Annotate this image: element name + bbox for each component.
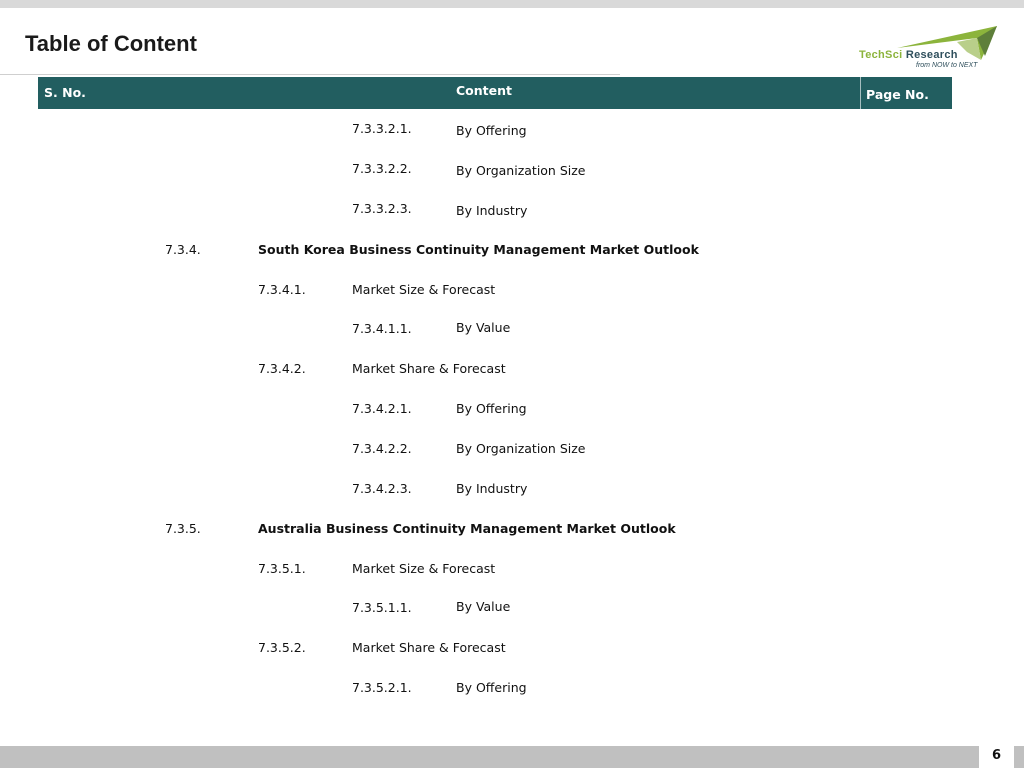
- title-divider: [0, 74, 620, 75]
- header-divider: [860, 77, 861, 109]
- entry-number: 7.3.5.2.1.: [352, 680, 412, 695]
- entry-label: South Korea Business Continuity Management Market Outlook: [258, 242, 699, 257]
- bottom-bar-end: [1014, 746, 1024, 768]
- entry-label: Australia Business Continuity Management Market Outlook: [258, 521, 676, 536]
- header-sno: S. No.: [44, 85, 86, 100]
- entry-number: 7.3.3.2.1.: [352, 121, 412, 136]
- bottom-bar: [0, 746, 1024, 768]
- entry-label: By Organization Size: [456, 441, 586, 456]
- entry-label: By Offering: [456, 123, 527, 138]
- entry-number: 7.3.5.2.: [258, 640, 306, 655]
- header-page: Page No.: [866, 87, 929, 102]
- page-title: Table of Content: [25, 31, 197, 56]
- entry-label: By Industry: [456, 203, 528, 218]
- entry-number: 7.3.5.1.1.: [352, 600, 412, 615]
- entry-label: By Organization Size: [456, 163, 586, 178]
- entry-number: 7.3.4.2.: [258, 361, 306, 376]
- entry-label: By Industry: [456, 481, 528, 496]
- entry-label: Market Share & Forecast: [352, 361, 506, 376]
- logo-name-part1: TechSci: [859, 49, 903, 61]
- table-header: [38, 77, 952, 109]
- company-logo: [857, 24, 999, 72]
- entry-number: 7.3.5.1.: [258, 561, 306, 576]
- entry-label: By Offering: [456, 401, 527, 416]
- logo-tagline: from NOW to NEXT: [916, 62, 978, 69]
- logo-name-part2: Research: [902, 49, 958, 61]
- header-content: Content: [456, 83, 512, 98]
- entry-label: Market Size & Forecast: [352, 282, 496, 297]
- entry-number: 7.3.4.: [165, 242, 201, 257]
- entry-label: Market Share & Forecast: [352, 640, 506, 655]
- entry-number: 7.3.4.2.3.: [352, 481, 412, 496]
- entry-number: 7.3.5.: [165, 521, 201, 536]
- entry-label: By Value: [456, 599, 511, 614]
- entry-number: 7.3.3.2.2.: [352, 161, 412, 176]
- entry-number: 7.3.4.2.2.: [352, 441, 412, 456]
- top-bar: [0, 0, 1024, 8]
- entry-label: Market Size & Forecast: [352, 561, 496, 576]
- logo-text: [859, 49, 958, 61]
- entry-number: 7.3.3.2.3.: [352, 201, 412, 216]
- entry-number: 7.3.4.2.1.: [352, 401, 412, 416]
- entry-number: 7.3.4.1.1.: [352, 321, 412, 336]
- entry-label: By Offering: [456, 680, 527, 695]
- page-number: 6: [979, 742, 1014, 768]
- entry-label: By Value: [456, 320, 511, 335]
- entry-number: 7.3.4.1.: [258, 282, 306, 297]
